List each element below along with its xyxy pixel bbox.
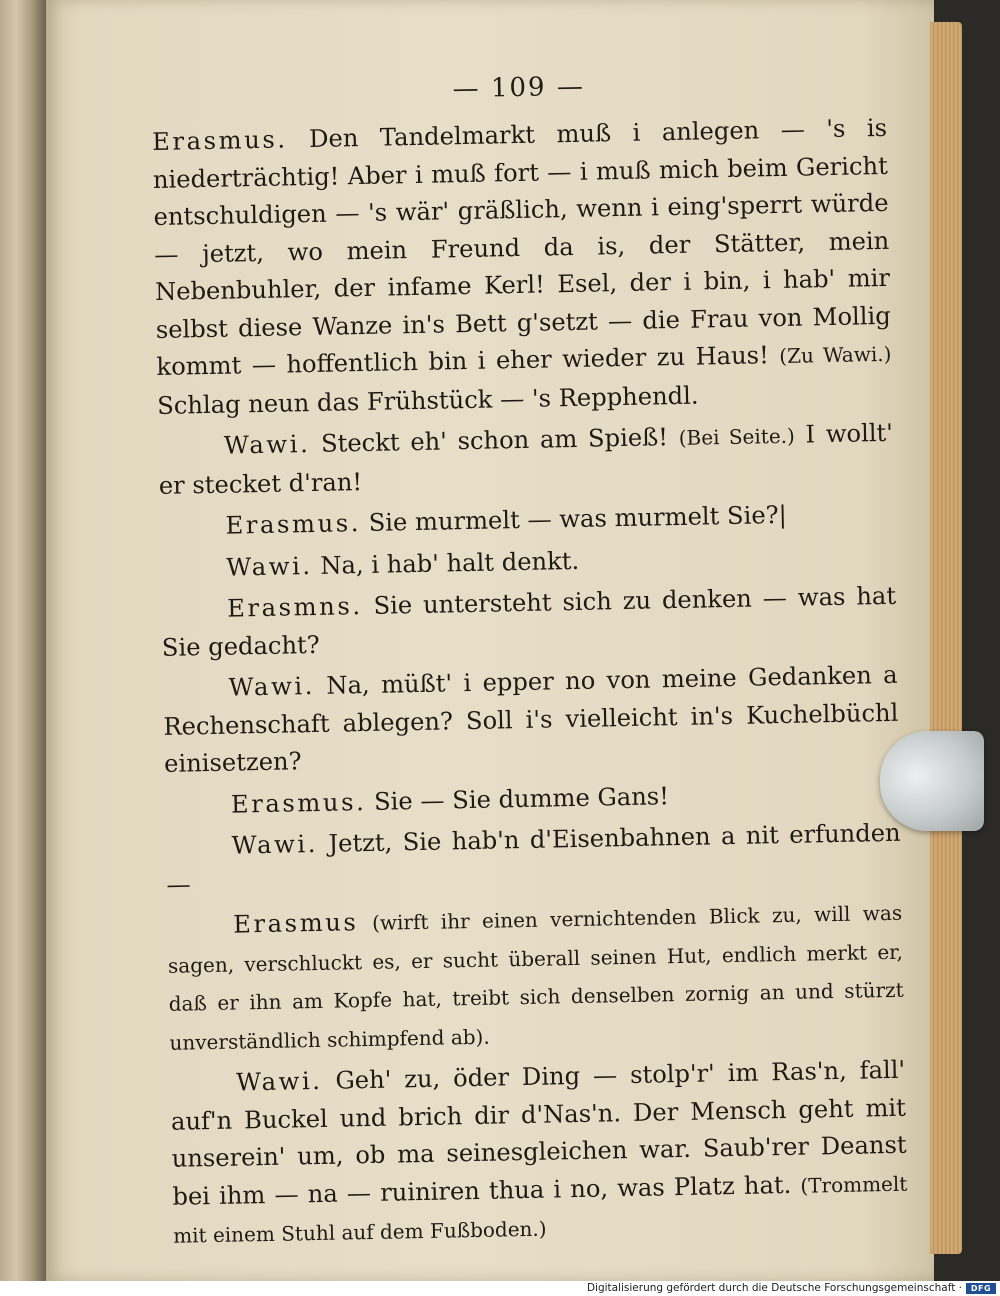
- page-text: [151, 66, 908, 1255]
- dialogue-text: Na, i hab' halt denkt.: [320, 546, 580, 580]
- dialogue-text: Sie — Sie dumme Gans!: [373, 781, 670, 816]
- stage-direction: (Zu Wawi.): [779, 341, 892, 368]
- dialogue-paragraph: [162, 657, 899, 784]
- dialogue-text: Sie murmelt — was murmelt Sie?|: [368, 500, 788, 537]
- dialogue-paragraph: [152, 110, 893, 425]
- dialogue-paragraph: [158, 415, 894, 505]
- book-page: [46, 0, 934, 1281]
- stage-direction: (Bei Seite.): [678, 423, 796, 450]
- dialogue-text: Na, müßt' i epper no von meine Gedanken a Rechenschaft ablegen? Soll i's vielleicht in's Kuchelbüchl einisetzen?: [163, 660, 899, 778]
- dfg-logo-icon: DFG: [966, 1283, 996, 1294]
- paragraph-list: [152, 110, 909, 1255]
- previous-page-edge: [0, 0, 46, 1281]
- speaker-name: Wawi.: [235, 1066, 323, 1097]
- dialogue-text: I wollt' er stecket d'ran!: [158, 418, 894, 500]
- speaker-name: Erasmns.: [226, 592, 363, 623]
- dialogue-text: Den Tandelmarkt muß i anlegen — 's is niederträchtig! Aber i muß fort — i muß mich beim Gericht entschuldigen — 's wär' gräßlich, wenn i eing'sperrt würde — jetzt, wo mein Freund da is, der Stätter, mein Nebenbuhler, der infame Kerl! Esel, der i bin, i hab' mir selbst diese Wanze in's Bett g'setzt — die Frau von Mollig kommt — hoffentlich bin i eher wieder zu Haus!: [152, 113, 891, 381]
- page-number: — 109 —: [452, 71, 586, 105]
- footer-credit: Digitalisierung gefördert durch die Deutsche Forschungsgemeinschaft ·: [586, 1282, 962, 1294]
- speaker-name: Erasmus.: [230, 787, 367, 819]
- speaker-name: Wawi.: [228, 671, 316, 702]
- speaker-name: Wawi.: [226, 551, 313, 582]
- stage-direction: (Trommelt mit einem Stuhl auf dem Fußboden.): [172, 1171, 908, 1248]
- dialogue-paragraph: [167, 894, 905, 1062]
- stage-direction: (wirft ihr einen vernichtenden Blick zu, will was sagen, verschluckt es, er sucht überall seinen Hut, endlich merkt er, daß er ihn am Kopfe hat, treibt sich denselben zornig an und stürzt unverständlich schimpfend ab).: [167, 900, 904, 1055]
- dialogue-paragraph: [165, 815, 901, 904]
- page-stack-edge: [930, 22, 962, 1254]
- dialogue-text: Jetzt, Sie hab'n d'Eisenbahnen a nit erfunden —: [166, 818, 901, 899]
- dialogue-paragraph: [161, 578, 897, 667]
- speaker-name: Wawi.: [231, 829, 319, 860]
- speaker-name: Erasmus.: [225, 509, 362, 540]
- footer-bar: [0, 1281, 1000, 1296]
- dialogue-text: Schlag neun das Frühstück — 's Repphendl.: [156, 381, 699, 420]
- speaker-name: Wawi.: [223, 430, 311, 460]
- speaker-name: Erasmus: [232, 908, 359, 939]
- page-clip-tab-icon: [880, 731, 984, 831]
- dialogue-text: Steckt eh' schon am Spieß!: [320, 422, 679, 458]
- speaker-name: Erasmus.: [151, 125, 288, 156]
- dialogue-text: Sie untersteht sich zu denken — was hat Sie gedacht?: [161, 581, 897, 662]
- dialogue-paragraph: [170, 1052, 909, 1256]
- dialogue-text: Geh' zu, öder Ding — stolp'r' im Ras'n, fall' auf'n Buckel und brich dir d'Nas'n. Der Mensch geht mit unserein' um, ob ma seinesgleichen war. Saub'rer Deanst bei ihm — na — ruiniren thua i no, was Platz hat.: [170, 1055, 907, 1211]
